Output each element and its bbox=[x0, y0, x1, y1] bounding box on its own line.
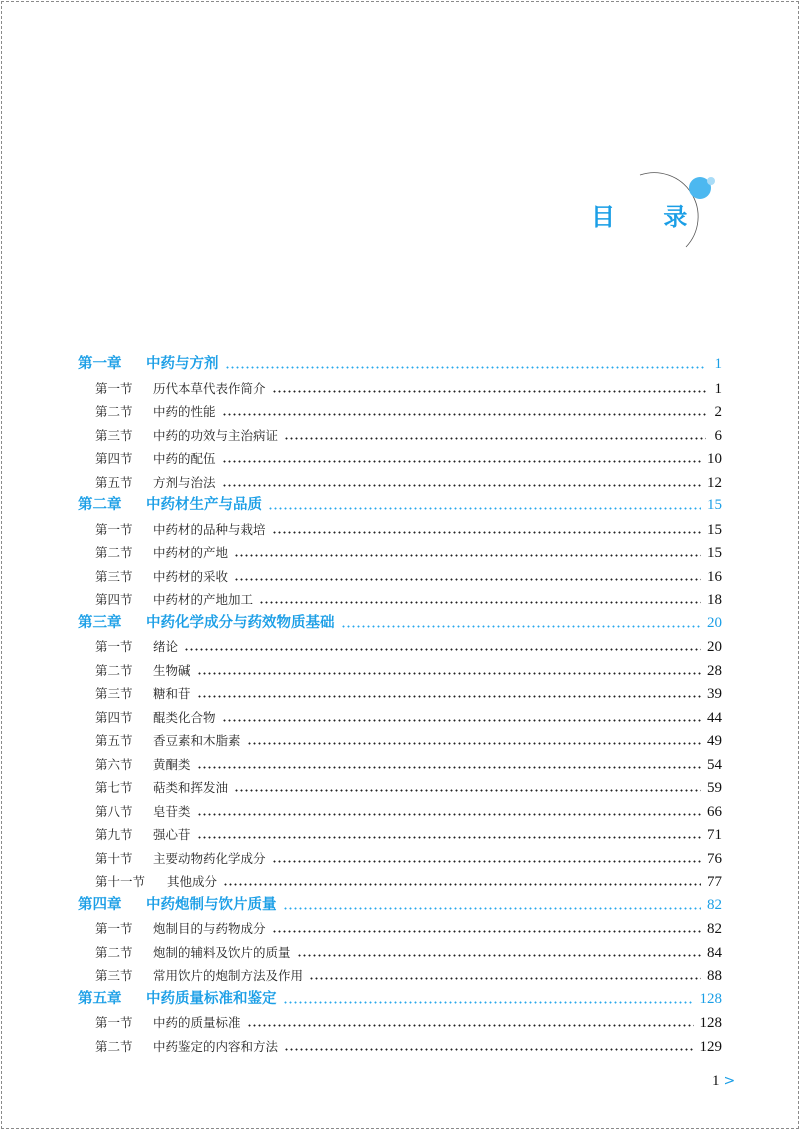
entry-number: 第一节 bbox=[95, 521, 133, 537]
toc-chapter-entry[interactable] bbox=[78, 353, 722, 377]
entry-title: 中药炮制与饮片质量 bbox=[146, 896, 277, 913]
toc-section-entry[interactable] bbox=[78, 706, 722, 730]
entry-page-number: 129 bbox=[699, 1038, 722, 1055]
entry-number: 第二节 bbox=[95, 404, 133, 419]
toc-section-entry[interactable] bbox=[78, 823, 722, 847]
toc-chapter-entry[interactable] bbox=[78, 988, 722, 1012]
dot-leader bbox=[284, 437, 706, 440]
entry-title: 方剂与治法 bbox=[153, 474, 216, 490]
toc-section-entry[interactable] bbox=[78, 588, 722, 612]
entry-title: 炮制目的与药物成分 bbox=[153, 921, 266, 936]
entry-title: 中药材的产地 bbox=[153, 545, 229, 560]
toc-section-entry[interactable] bbox=[78, 424, 722, 448]
entry-title: 中药的功效与主治病证 bbox=[153, 427, 279, 443]
entry-number: 第七节 bbox=[95, 780, 133, 795]
table-of-contents bbox=[78, 353, 722, 1058]
entry-title: 中药与方剂 bbox=[146, 356, 219, 372]
toc-section-entry[interactable] bbox=[78, 800, 722, 824]
page-footer bbox=[712, 1073, 735, 1090]
entry-title: 其他成分 bbox=[167, 874, 218, 889]
entry-title: 强心苷 bbox=[153, 827, 191, 842]
toc-section-entry[interactable] bbox=[78, 541, 722, 565]
entry-number: 第八节 bbox=[95, 803, 133, 819]
dot-leader bbox=[297, 954, 701, 957]
entry-number: 第四节 bbox=[95, 709, 133, 725]
dot-leader bbox=[234, 554, 701, 557]
toc-chapter-entry[interactable] bbox=[78, 494, 722, 518]
entry-number: 第三节 bbox=[95, 968, 133, 983]
entry-title: 生物碱 bbox=[153, 662, 191, 678]
entry-title: 中药鉴定的内容和方法 bbox=[153, 1038, 279, 1054]
dot-leader bbox=[283, 907, 702, 910]
toc-section-entry[interactable] bbox=[78, 447, 722, 471]
entry-title: 萜类和挥发油 bbox=[153, 780, 229, 795]
dot-leader bbox=[341, 625, 702, 628]
entry-number: 第四节 bbox=[95, 451, 133, 466]
entry-number: 第二节 bbox=[95, 1038, 133, 1054]
entry-number: 第六节 bbox=[95, 756, 133, 772]
entry-title: 中药的质量标准 bbox=[153, 1015, 241, 1030]
toc-section-entry[interactable] bbox=[78, 847, 722, 871]
dot-leader bbox=[197, 695, 701, 698]
dot-leader bbox=[222, 413, 706, 416]
entry-title: 主要动物药化学成分 bbox=[153, 850, 266, 866]
entry-number: 第十一节 bbox=[95, 874, 146, 889]
entry-page-number: 76 bbox=[707, 850, 722, 867]
dot-leader bbox=[222, 719, 701, 722]
entry-page-number: 71 bbox=[707, 827, 722, 843]
toc-chapter-entry[interactable] bbox=[78, 894, 722, 918]
toc-section-entry[interactable] bbox=[78, 471, 722, 495]
entry-number: 第三节 bbox=[95, 568, 133, 584]
entry-title: 历代本草代表作简介 bbox=[153, 380, 266, 396]
toc-section-entry[interactable] bbox=[78, 659, 722, 683]
toc-section-entry[interactable] bbox=[78, 1011, 722, 1035]
entry-title: 中药化学成分与药效物质基础 bbox=[146, 614, 335, 631]
entry-number: 第五节 bbox=[95, 733, 133, 748]
dot-leader bbox=[247, 1024, 694, 1027]
dot-leader bbox=[197, 836, 701, 839]
entry-number: 第二节 bbox=[95, 545, 133, 560]
dot-leader bbox=[309, 977, 701, 980]
entry-number: 第四章 bbox=[78, 896, 122, 913]
toc-section-entry[interactable] bbox=[78, 400, 722, 424]
entry-number: 第一节 bbox=[95, 380, 133, 396]
entry-number: 第二章 bbox=[78, 497, 122, 513]
entry-page-number: 1 bbox=[714, 356, 722, 372]
toc-section-entry[interactable] bbox=[78, 917, 722, 941]
entry-page-number: 59 bbox=[707, 780, 722, 796]
dot-leader bbox=[284, 1048, 693, 1051]
entry-page-number: 54 bbox=[707, 756, 722, 773]
entry-number: 第四节 bbox=[95, 592, 133, 607]
dot-leader bbox=[197, 813, 701, 816]
entry-page-number: 82 bbox=[707, 921, 722, 937]
entry-number: 第三章 bbox=[78, 614, 122, 631]
toc-section-entry[interactable] bbox=[78, 776, 722, 800]
toc-section-entry[interactable] bbox=[78, 870, 722, 894]
entry-page-number: 2 bbox=[714, 404, 722, 420]
entry-page-number: 77 bbox=[707, 874, 722, 890]
entry-number: 第三节 bbox=[95, 686, 133, 701]
dot-leader bbox=[247, 742, 701, 745]
entry-number: 第二节 bbox=[95, 662, 133, 678]
dot-leader bbox=[234, 578, 701, 581]
dot-leader bbox=[272, 390, 706, 393]
entry-page-number: 20 bbox=[707, 614, 722, 631]
entry-title: 中药质量标准和鉴定 bbox=[146, 990, 277, 1007]
entry-page-number: 66 bbox=[707, 803, 722, 820]
entry-title: 炮制的辅料及饮片的质量 bbox=[153, 944, 291, 960]
entry-title: 中药材的采收 bbox=[153, 568, 229, 584]
dot-leader bbox=[234, 789, 701, 792]
toc-section-entry[interactable] bbox=[78, 682, 722, 706]
dot-leader bbox=[272, 531, 701, 534]
entry-title: 香豆素和木脂素 bbox=[153, 733, 241, 748]
toc-section-entry[interactable] bbox=[78, 729, 722, 753]
entry-page-number: 15 bbox=[707, 545, 722, 561]
dot-leader bbox=[283, 1001, 694, 1004]
entry-number: 第二节 bbox=[95, 944, 133, 960]
entry-page-number: 44 bbox=[707, 709, 722, 726]
entry-title: 中药材的产地加工 bbox=[153, 592, 254, 607]
page-title: 目 录 bbox=[591, 203, 708, 231]
entry-page-number: 128 bbox=[699, 990, 722, 1007]
entry-number: 第三节 bbox=[95, 427, 133, 443]
entry-title: 绪论 bbox=[153, 639, 179, 654]
dot-leader bbox=[197, 672, 701, 675]
entry-page-number: 15 bbox=[707, 521, 722, 538]
entry-page-number: 15 bbox=[707, 497, 722, 513]
entry-page-number: 20 bbox=[707, 639, 722, 655]
page-number: 1 bbox=[712, 1073, 720, 1089]
toc-chapter-entry[interactable] bbox=[78, 612, 722, 636]
toc-section-entry[interactable] bbox=[78, 964, 722, 988]
dot-leader bbox=[222, 484, 701, 487]
toc-section-entry[interactable] bbox=[78, 753, 722, 777]
entry-number: 第九节 bbox=[95, 827, 133, 842]
entry-page-number: 6 bbox=[714, 427, 722, 444]
next-page-arrow-icon[interactable]: > bbox=[723, 1073, 736, 1089]
entry-number: 第一章 bbox=[78, 356, 122, 372]
entry-number: 第五章 bbox=[78, 990, 122, 1007]
toc-section-entry[interactable] bbox=[78, 941, 722, 965]
dot-leader bbox=[225, 366, 707, 369]
entry-number: 第一节 bbox=[95, 921, 133, 936]
entry-title: 糖和苷 bbox=[153, 686, 191, 701]
dot-leader bbox=[223, 883, 701, 886]
dot-leader bbox=[268, 507, 701, 510]
dot-leader bbox=[222, 460, 701, 463]
toc-section-entry[interactable] bbox=[78, 635, 722, 659]
dot-leader bbox=[272, 860, 701, 863]
entry-page-number: 82 bbox=[707, 896, 722, 913]
dot-leader bbox=[259, 601, 701, 604]
title-decoration-icon bbox=[0, 0, 800, 300]
entry-number: 第十节 bbox=[95, 850, 133, 866]
entry-page-number: 12 bbox=[707, 474, 722, 491]
toc-section-entry[interactable] bbox=[78, 1035, 722, 1059]
entry-page-number: 128 bbox=[699, 1015, 722, 1031]
entry-number: 第五节 bbox=[95, 474, 133, 490]
entry-page-number: 39 bbox=[707, 686, 722, 702]
entry-page-number: 84 bbox=[707, 944, 722, 961]
entry-title: 黄酮类 bbox=[153, 756, 191, 772]
dot-leader bbox=[197, 766, 701, 769]
entry-title: 皂苷类 bbox=[153, 803, 191, 819]
toc-section-entry[interactable] bbox=[78, 565, 722, 589]
entry-title: 醌类化合物 bbox=[153, 709, 216, 725]
entry-page-number: 28 bbox=[707, 662, 722, 679]
entry-page-number: 49 bbox=[707, 733, 722, 749]
dot-leader bbox=[184, 648, 701, 651]
toc-section-entry[interactable] bbox=[78, 377, 722, 401]
entry-title: 中药的性能 bbox=[153, 404, 216, 419]
entry-page-number: 16 bbox=[707, 568, 722, 585]
entry-page-number: 1 bbox=[714, 380, 722, 397]
entry-page-number: 10 bbox=[707, 451, 722, 467]
entry-title: 中药材的品种与栽培 bbox=[153, 521, 266, 537]
entry-title: 常用饮片的炮制方法及作用 bbox=[153, 968, 304, 983]
entry-number: 第一节 bbox=[95, 639, 133, 654]
entry-page-number: 18 bbox=[707, 592, 722, 608]
dot-leader bbox=[272, 930, 701, 933]
entry-title: 中药材生产与品质 bbox=[146, 497, 262, 513]
entry-number: 第一节 bbox=[95, 1015, 133, 1030]
entry-page-number: 88 bbox=[707, 968, 722, 984]
entry-title: 中药的配伍 bbox=[153, 451, 216, 466]
toc-section-entry[interactable] bbox=[78, 518, 722, 542]
